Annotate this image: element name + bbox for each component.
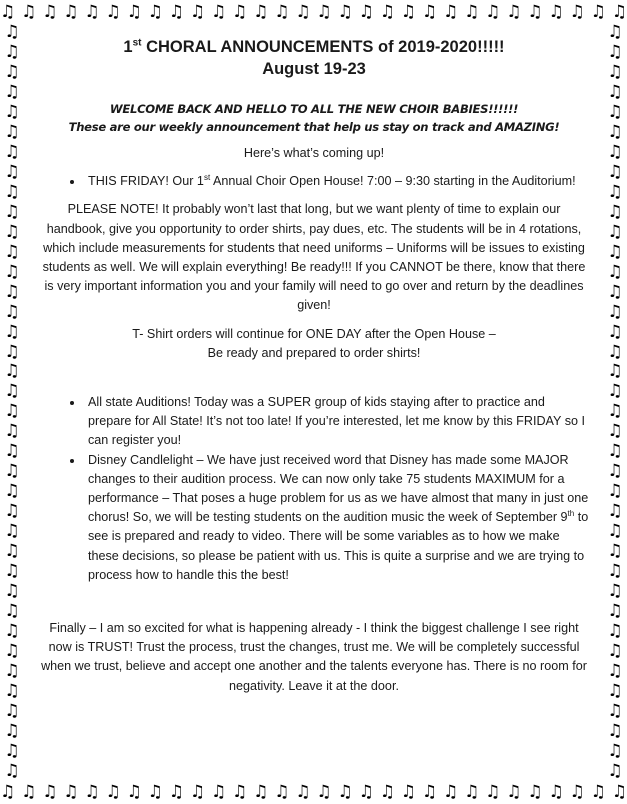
open-house-list xyxy=(38,172,590,191)
music-note-icon: ♫ xyxy=(21,1,37,22)
music-note-icon: ♫ xyxy=(168,1,184,22)
music-note-icon: ♫ xyxy=(607,101,623,122)
music-note-icon: ♫ xyxy=(105,781,121,802)
music-note-icon: ♫ xyxy=(611,1,627,22)
music-note-icon: ♫ xyxy=(607,181,623,202)
music-note-icon: ♫ xyxy=(126,1,142,22)
music-note-icon: ♫ xyxy=(42,781,58,802)
intro-text: Here’s what’s coming up! xyxy=(243,146,385,160)
document-title: 1st CHORAL ANNOUNCEMENTS of 2019-2020!!!!! xyxy=(123,37,505,56)
music-note-icon: ♫ xyxy=(506,1,522,22)
music-note-icon: ♫ xyxy=(4,61,20,82)
music-note-icon: ♫ xyxy=(337,1,353,22)
music-note-icon: ♫ xyxy=(607,381,623,402)
music-note-icon: ♫ xyxy=(421,781,438,802)
music-note-icon: ♫ xyxy=(442,781,459,802)
music-note-icon: ♫ xyxy=(527,1,543,22)
music-note-icon: ♫ xyxy=(485,1,501,22)
music-note-icon: ♫ xyxy=(4,101,20,122)
music-note-icon: ♫ xyxy=(84,781,100,802)
music-note-icon: ♫ xyxy=(607,361,623,382)
music-note-icon: ♫ xyxy=(607,81,623,102)
music-note-icon: ♫ xyxy=(607,461,623,482)
music-note-icon: ♫ xyxy=(569,1,585,22)
music-note-icon: ♫ xyxy=(607,700,623,721)
music-note-icon: ♫ xyxy=(607,401,623,422)
music-note-icon: ♫ xyxy=(607,621,623,642)
music-note-icon: ♫ xyxy=(548,781,564,802)
music-note-icon: ♫ xyxy=(4,441,20,462)
music-note-icon: ♫ xyxy=(316,781,332,802)
music-note-icon: ♫ xyxy=(295,781,311,802)
music-note-icon: ♫ xyxy=(607,661,623,681)
music-note-icon: ♫ xyxy=(232,781,248,802)
music-note-icon: ♫ xyxy=(105,1,121,22)
music-note-icon: ♫ xyxy=(4,521,20,542)
music-note-icon: ♫ xyxy=(4,261,20,282)
music-note-icon: ♫ xyxy=(607,41,623,62)
music-note-icon: ♫ xyxy=(607,221,623,242)
music-note-icon: ♫ xyxy=(189,1,206,22)
music-note-icon: ♫ xyxy=(4,221,20,242)
please-note-paragraph: PLEASE NOTE! It probably won’t last that long, but we want plenty of time to explain our handbook, give you opportunity to order shirts, pay dues, etc. The students will be in 4 rotations, which include measurements for students that need uniforms – Uniforms will be issues to existing students as well. We will explain everything! Be ready!!! If you CANNOT be there, know that there is very important information you and your family will need to go over and return by the deadlines given! xyxy=(42,202,586,313)
music-note-icon: ♫ xyxy=(4,760,20,780)
music-note-icon: ♫ xyxy=(4,700,20,721)
music-note-icon: ♫ xyxy=(4,381,20,402)
music-note-icon: ♫ xyxy=(607,441,623,462)
music-note-icon: ♫ xyxy=(607,141,623,162)
music-note-icon: ♫ xyxy=(253,781,269,802)
music-note-icon: ♫ xyxy=(607,421,623,442)
music-note-icon: ♫ xyxy=(0,1,16,22)
list-item-open-house: • THIS FRIDAY! Our 1st Annual Choir Open House! 7:00 – 9:30 starting in the Auditorium! xyxy=(84,172,590,191)
list-item-disney: • Disney Candlelight – We have just received word that Disney has made some MAJOR changes to their audition process. We can now only take 75 students MAXIMUM for a performance – That poses a huge problem for us as we have almost that many in just one chorus! So, we will be testing students on the audition music the week of September 9th to see is prepared and ready to video. There will be some variables as to how we make these decisions, so please be patient with us. This is quite a surprise and we are trying to process how to handle this the best! xyxy=(84,451,590,585)
music-note-icon: ♫ xyxy=(4,720,20,741)
music-note-icon: ♫ xyxy=(4,141,20,162)
music-note-icon: ♫ xyxy=(607,341,623,362)
music-note-icon: ♫ xyxy=(147,1,163,22)
music-note-icon: ♫ xyxy=(210,781,227,802)
music-note-icon: ♫ xyxy=(232,1,248,22)
tshirt-line-1: T- Shirt orders will continue for ONE DAY after the Open House – xyxy=(132,326,496,341)
music-note-icon: ♫ xyxy=(607,61,623,82)
music-note-icon: ♫ xyxy=(607,321,623,342)
music-note-icon: ♫ xyxy=(4,161,20,182)
music-note-icon: ♫ xyxy=(358,781,374,802)
music-note-icon: ♫ xyxy=(316,1,332,22)
music-note-icon: ♫ xyxy=(4,321,20,342)
music-note-icon: ♫ xyxy=(4,41,20,62)
music-note-icon: ♫ xyxy=(400,781,417,802)
announcement-document xyxy=(38,36,590,771)
music-note-icon: ♫ xyxy=(607,301,623,322)
music-note-icon: ♫ xyxy=(337,781,353,802)
music-note-icon: ♫ xyxy=(607,261,623,282)
music-note-icon: ♫ xyxy=(168,781,184,802)
music-note-icon: ♫ xyxy=(4,501,20,522)
music-note-icon: ♫ xyxy=(607,521,623,542)
music-note-icon: ♫ xyxy=(607,561,623,582)
music-note-icon: ♫ xyxy=(84,1,100,22)
music-note-icon: ♫ xyxy=(4,341,20,362)
music-note-icon: ♫ xyxy=(527,781,543,802)
music-note-icon: ♫ xyxy=(4,201,20,222)
music-note-icon: ♫ xyxy=(4,601,20,622)
music-note-icon: ♫ xyxy=(607,501,623,522)
music-note-icon: ♫ xyxy=(607,24,623,42)
list-item-all-state: • All state Auditions! Today was a SUPER group of kids staying after to practice and prepare for All State! It’s not too late! If you’re interested, let me know by this FRIDAY so I can register you! xyxy=(84,393,590,451)
music-note-icon: ♫ xyxy=(4,561,20,582)
music-note-icon: ♫ xyxy=(147,781,163,802)
music-note-icon: ♫ xyxy=(607,281,623,302)
music-note-icon: ♫ xyxy=(4,680,20,701)
music-note-icon: ♫ xyxy=(4,121,20,142)
music-note-icon: ♫ xyxy=(4,581,20,602)
music-note-icon: ♫ xyxy=(442,1,459,22)
announcement-list xyxy=(38,393,590,585)
music-note-icon: ♫ xyxy=(379,781,395,802)
border-top xyxy=(0,0,627,24)
music-note-icon: ♫ xyxy=(548,1,564,22)
border-bottom xyxy=(0,780,627,804)
music-note-icon: ♫ xyxy=(42,1,58,22)
music-note-icon: ♫ xyxy=(63,1,79,22)
music-note-icon: ♫ xyxy=(210,1,227,22)
music-note-icon: ♫ xyxy=(607,241,623,262)
music-note-icon: ♫ xyxy=(274,781,290,802)
music-note-icon: ♫ xyxy=(4,181,20,202)
document-date: August 19-23 xyxy=(262,60,366,78)
music-note-icon: ♫ xyxy=(607,581,623,602)
music-note-icon: ♫ xyxy=(590,1,606,22)
music-note-icon: ♫ xyxy=(607,161,623,182)
border-left xyxy=(0,24,24,780)
music-note-icon: ♫ xyxy=(607,121,623,142)
music-note-icon: ♫ xyxy=(607,201,623,222)
music-note-icon: ♫ xyxy=(485,781,501,802)
music-note-icon: ♫ xyxy=(253,1,269,22)
music-note-icon: ♫ xyxy=(4,421,20,442)
music-note-icon: ♫ xyxy=(4,241,20,262)
music-note-icon: ♫ xyxy=(590,781,606,802)
closing-paragraph: Finally – I am so excited for what is happening already - I think the biggest challenge I see right now is TRUST! Trust the process, trust the changes, trust me. We will be completely successful when we trust, believe and accept one another and the talents everyone has. There is no room for negativity. Leave it at the door. xyxy=(41,621,587,693)
music-note-icon: ♫ xyxy=(607,680,623,701)
music-note-icon: ♫ xyxy=(607,481,623,502)
music-note-icon: ♫ xyxy=(63,781,79,802)
music-note-icon: ♫ xyxy=(607,720,623,741)
welcome-subline: These are our weekly announcement that help us stay on track and AMAZING! xyxy=(68,120,560,134)
music-note-icon: ♫ xyxy=(611,781,627,802)
music-note-icon: ♫ xyxy=(379,1,395,22)
music-note-icon: ♫ xyxy=(4,401,20,422)
music-note-icon: ♫ xyxy=(607,760,623,780)
music-note-icon: ♫ xyxy=(506,781,522,802)
music-note-icon: ♫ xyxy=(607,641,623,662)
music-note-icon: ♫ xyxy=(421,1,438,22)
music-note-icon: ♫ xyxy=(4,361,20,382)
music-note-icon: ♫ xyxy=(189,781,206,802)
music-note-icon: ♫ xyxy=(358,1,374,22)
music-note-icon: ♫ xyxy=(4,641,20,662)
music-note-icon: ♫ xyxy=(4,461,20,482)
music-note-icon: ♫ xyxy=(4,621,20,642)
music-note-icon: ♫ xyxy=(607,541,623,562)
music-note-icon: ♫ xyxy=(295,1,311,22)
music-note-icon: ♫ xyxy=(607,740,623,761)
welcome-line: WELCOME BACK AND HELLO TO ALL THE NEW CHOIR BABIES!!!!!! xyxy=(109,102,519,116)
music-note-icon: ♫ xyxy=(4,81,20,102)
music-note-icon: ♫ xyxy=(21,781,37,802)
music-note-icon: ♫ xyxy=(4,24,20,42)
music-note-icon: ♫ xyxy=(274,1,290,22)
music-note-icon: ♫ xyxy=(607,601,623,622)
music-note-icon: ♫ xyxy=(4,281,20,302)
music-note-icon: ♫ xyxy=(4,740,20,761)
music-note-icon: ♫ xyxy=(4,661,20,681)
music-note-icon: ♫ xyxy=(4,481,20,502)
music-note-icon: ♫ xyxy=(4,541,20,562)
music-note-icon: ♫ xyxy=(569,781,585,802)
border-right xyxy=(603,24,627,780)
tshirt-line-2: Be ready and prepared to order shirts! xyxy=(207,345,421,360)
music-note-icon: ♫ xyxy=(126,781,142,802)
music-note-icon: ♫ xyxy=(4,301,20,322)
music-note-icon: ♫ xyxy=(0,781,16,802)
music-note-icon: ♫ xyxy=(464,1,480,22)
music-note-icon: ♫ xyxy=(400,1,417,22)
music-note-icon: ♫ xyxy=(464,781,480,802)
